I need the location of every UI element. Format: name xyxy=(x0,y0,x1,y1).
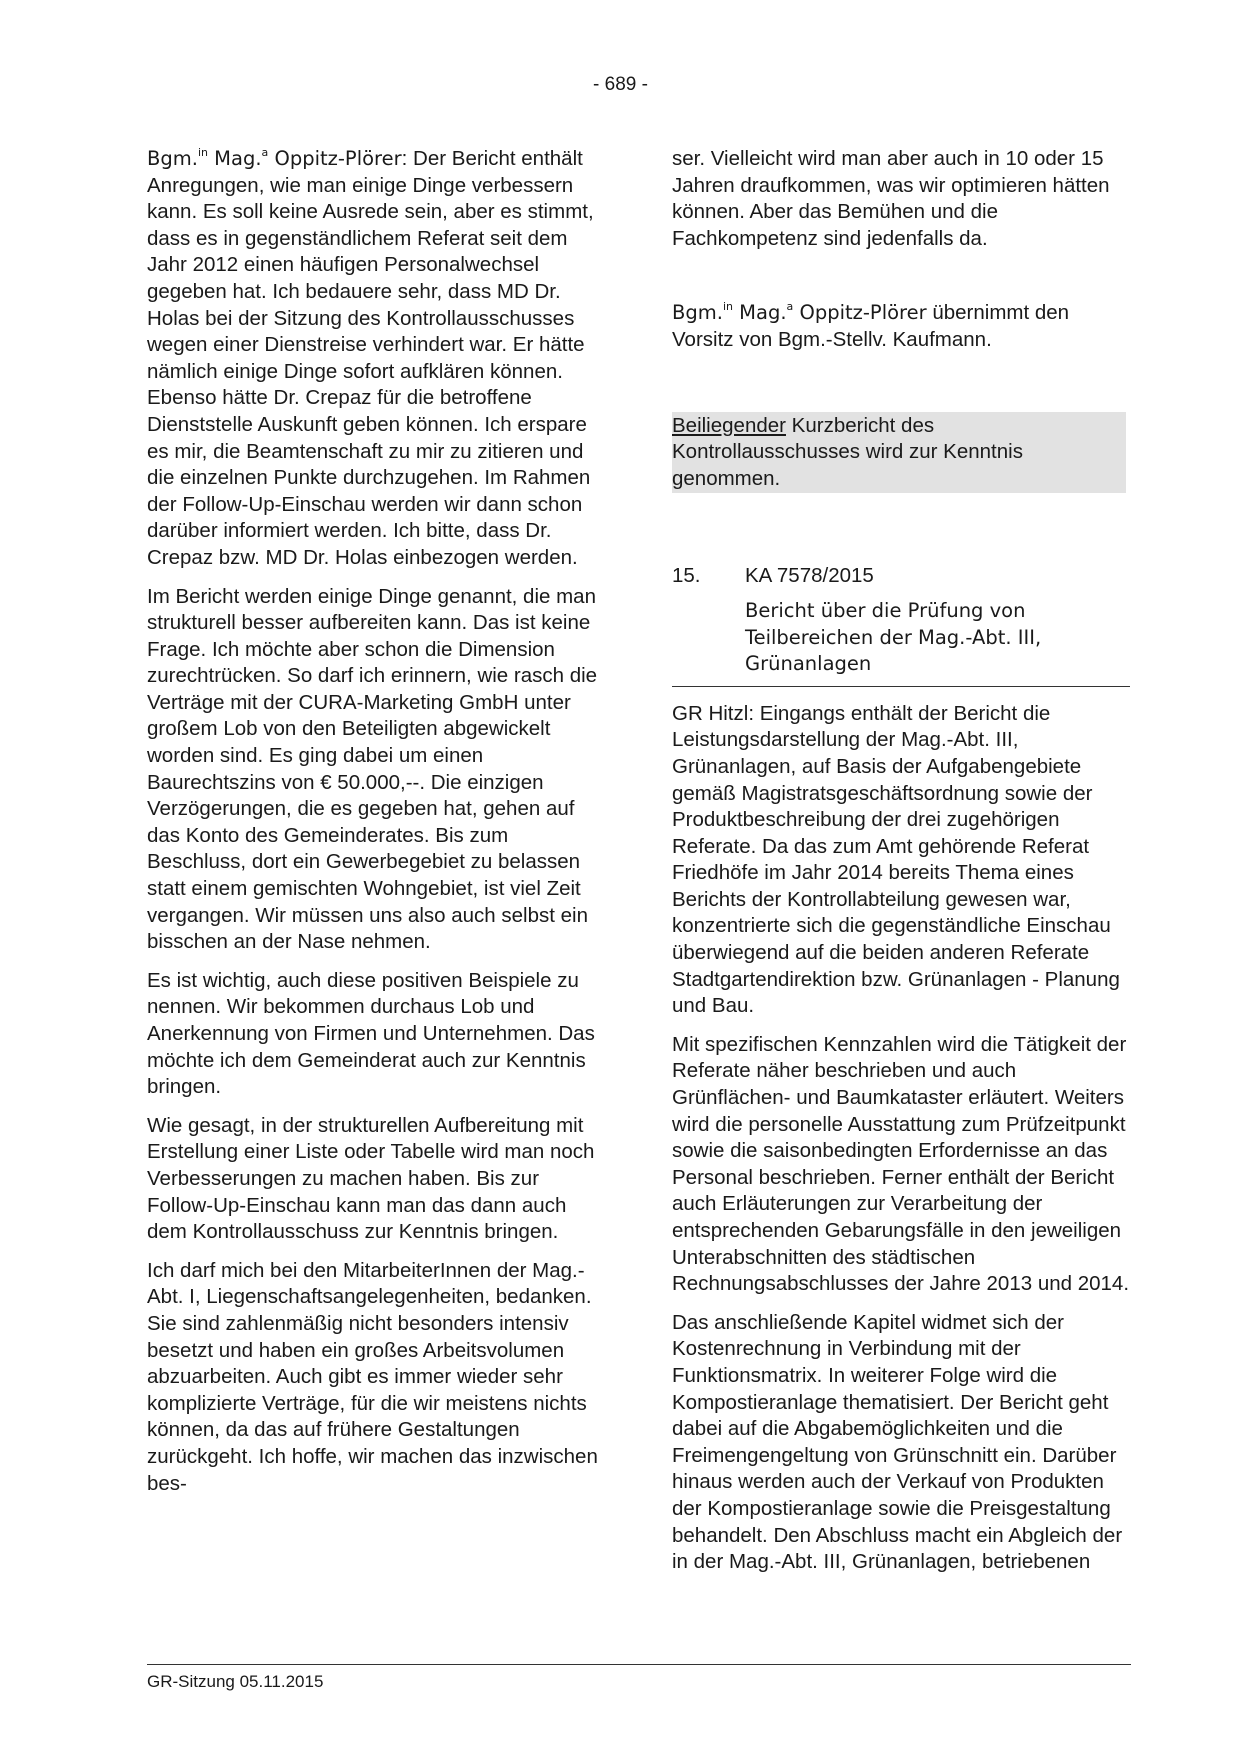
agenda-item-title: Bericht über die Prüfung von Teilbereichen der Mag.-Abt. III, Grünanlagen xyxy=(745,598,1042,676)
paragraph: Wie gesagt, in der strukturellen Aufbereitung mit Erstellung einer Liste oder Tabelle wird man noch Verbesserungen zu machen haben. Bis zur Follow-Up-Einschau kann man das dann auch dem Kontrollausschuss zur Kenntnis bringen. xyxy=(147,1113,595,1244)
paragraph-speech-mayor xyxy=(147,146,603,572)
paragraph: ser. Vielleicht wird man aber auch in 10 oder 15 Jahren draufkommen, was wir optimieren hätten können. Aber das Bemühen und die Fachkompetenz sind jedenfalls da. xyxy=(672,147,1110,250)
agenda-item-divider xyxy=(672,686,1130,687)
speaker-name: Bgm.$^{in}$ Mag.$^a$ Oppitz-Plörer xyxy=(147,146,402,170)
speech-text: : Der Bericht enthält Anregungen, wie man einige Dinge verbessern kann. Es soll keine Ausrede sein, aber es stimmt, dass es in gegenständlichem Referat seit dem Jahr 2012 einen häufigen Personalwechsel gegeben hat. Ich bedauere sehr, dass MD Dr. Holas bei der Sitzung des Kontrollausschusses wegen einer Dienstreise verhindert war. Er hätte nämlich einige Dinge sofort aufklären können. Ebenso hätte Dr. Crepaz für die betroffene Dienststelle Auskunft geben können. Ich erspare es mir, die Beamtenschaft zu mir zu zitieren und die einzelnen Punkte durchzugehen. Im Rahmen der Follow-Up-Einschau werden wir dann schon darüber informiert werden. Ich bitte, dass Dr. Crepaz bzw. MD Dr. Holas einbezogen werden. xyxy=(147,147,594,569)
agenda-item-number: 15. xyxy=(672,564,701,588)
speaker-name: GR Hitzl xyxy=(672,701,749,725)
left-column xyxy=(147,146,603,1509)
paragraph: Ich darf mich bei den MitarbeiterInnen der Mag.-Abt. I, Liegenschaftsangelegenheiten, bedanken. Sie sind zahlenmäßig nicht besonders intensiv besetzt und haben ein großes Arbeitsvolumen abzuarbeiten. Auch gibt es immer wieder sehr komplizierte Verträge, für die wir meistens nichts können, da das auf frühere Gestaltungen zurückgeht. Ich hoffe, wir machen das inzwischen bes- xyxy=(147,1258,598,1495)
footer-divider xyxy=(147,1664,1131,1665)
paragraph: Es ist wichtig, auch diese positiven Beispiele zu nennen. Wir bekommen durchaus Lob und Anerkennung von Firmen und Unternehmen. Das möchte ich dem Gemeinderat auch zur Kenntnis bringen. xyxy=(147,968,595,1099)
resolution-underlined-word: Beiliegender xyxy=(672,413,786,437)
paragraph: Mit spezifischen Kennzahlen wird die Tätigkeit der Referate näher beschrieben und auch Grünflächen- und Baumkataster erläutert. Weiters wird die personelle Ausstattung zum Prüfzeitpunkt sowie die saisonbedingten Erfordernisse an das Personal beschrieben. Ferner enthält der Bericht auch Erläuterungen zur Verarbeitung der entsprechenden Gebarungsfälle in den jeweiligen Unterabschnitten des städtischen Rechnungsabschlusses der Jahre 2013 und 2014. xyxy=(672,1032,1130,1296)
paragraph-speech-hitzl: GR Hitzl: Eingangs enthält der Bericht die Leistungsdarstellung der Mag.-Abt. III, Grünanlagen, auf Basis der Aufgabengebiete gemäß Magistratsgeschäftsordnung sowie der Produktbeschreibung der drei zugehörigen Referate. Da das zum Amt gehörende Referat Friedhöfe im Jahr 2014 bereits Thema eines Berichts der Kontrollabteilung gewesen war, konzentrierte sich die gegenständliche Einschau überwiegend auf die beiden anderen Referate Stadtgartendirektion bzw. Grünanlagen - Planung und Bau. xyxy=(672,701,1120,1018)
footer-session-date: GR-Sitzung 05.11.2015 xyxy=(147,1672,324,1691)
resolution-box: Beiliegender Kurzbericht des Kontrollausschusses wird zur Kenntnis genommen. xyxy=(672,412,1126,494)
agenda-item-header xyxy=(672,563,1130,590)
right-column xyxy=(672,146,1130,1588)
page-number: - 689 - xyxy=(593,74,648,95)
speaker-name: Bgm.$^{in}$ Mag.$^a$ Oppitz-Plörer xyxy=(672,300,927,325)
agenda-item-code: KA 7578/2015 xyxy=(745,564,874,588)
paragraph: Im Bericht werden einige Dinge genannt, die man strukturell besser aufbereiten kann. Das ist keine Frage. Ich möchte aber schon die Dimension zurechtrücken. So darf ich erinnern, wie rasch die Verträge mit der CURA-Marketing GmbH unter großem Lob von den Beteiligten abgewickelt worden sind. Es ging dabei um einen Baurechtszins von € 50.000,--. Die einzigen Verzögerungen, die es gegeben hat, gehen auf das Konto des Gemeinderates. Bis zum Beschluss, dort ein Gewerbegebiet zu belassen statt einem gemischten Wohngebiet, ist viel Zeit vergangen. Wir müssen uns also auch selbst ein bisschen an der Nase nehmen. xyxy=(147,584,598,954)
paragraph: Das anschließende Kapitel widmet sich der Kostenrechnung in Verbindung mit der Funktionsmatrix. In weiterer Folge wird die Kompostieranlage thematisiert. Der Bericht geht dabei auf die Abgabemöglichkeiten und die Freimengengeltung von Grünschnitt ein. Darüber hinaus werden auch der Verkauf von Produkten der Kompostieranlage sowie die Preisgestaltung behandelt. Den Abschluss macht ein Abgleich der in der Mag.-Abt. III, Grünanlagen, betriebenen xyxy=(672,1310,1123,1574)
chair-change-note: Bgm.$^{in}$ Mag.$^a$ Oppitz-Plörer übernimmt den Vorsitz von Bgm.-Stellv. Kaufmann. xyxy=(672,300,1070,351)
